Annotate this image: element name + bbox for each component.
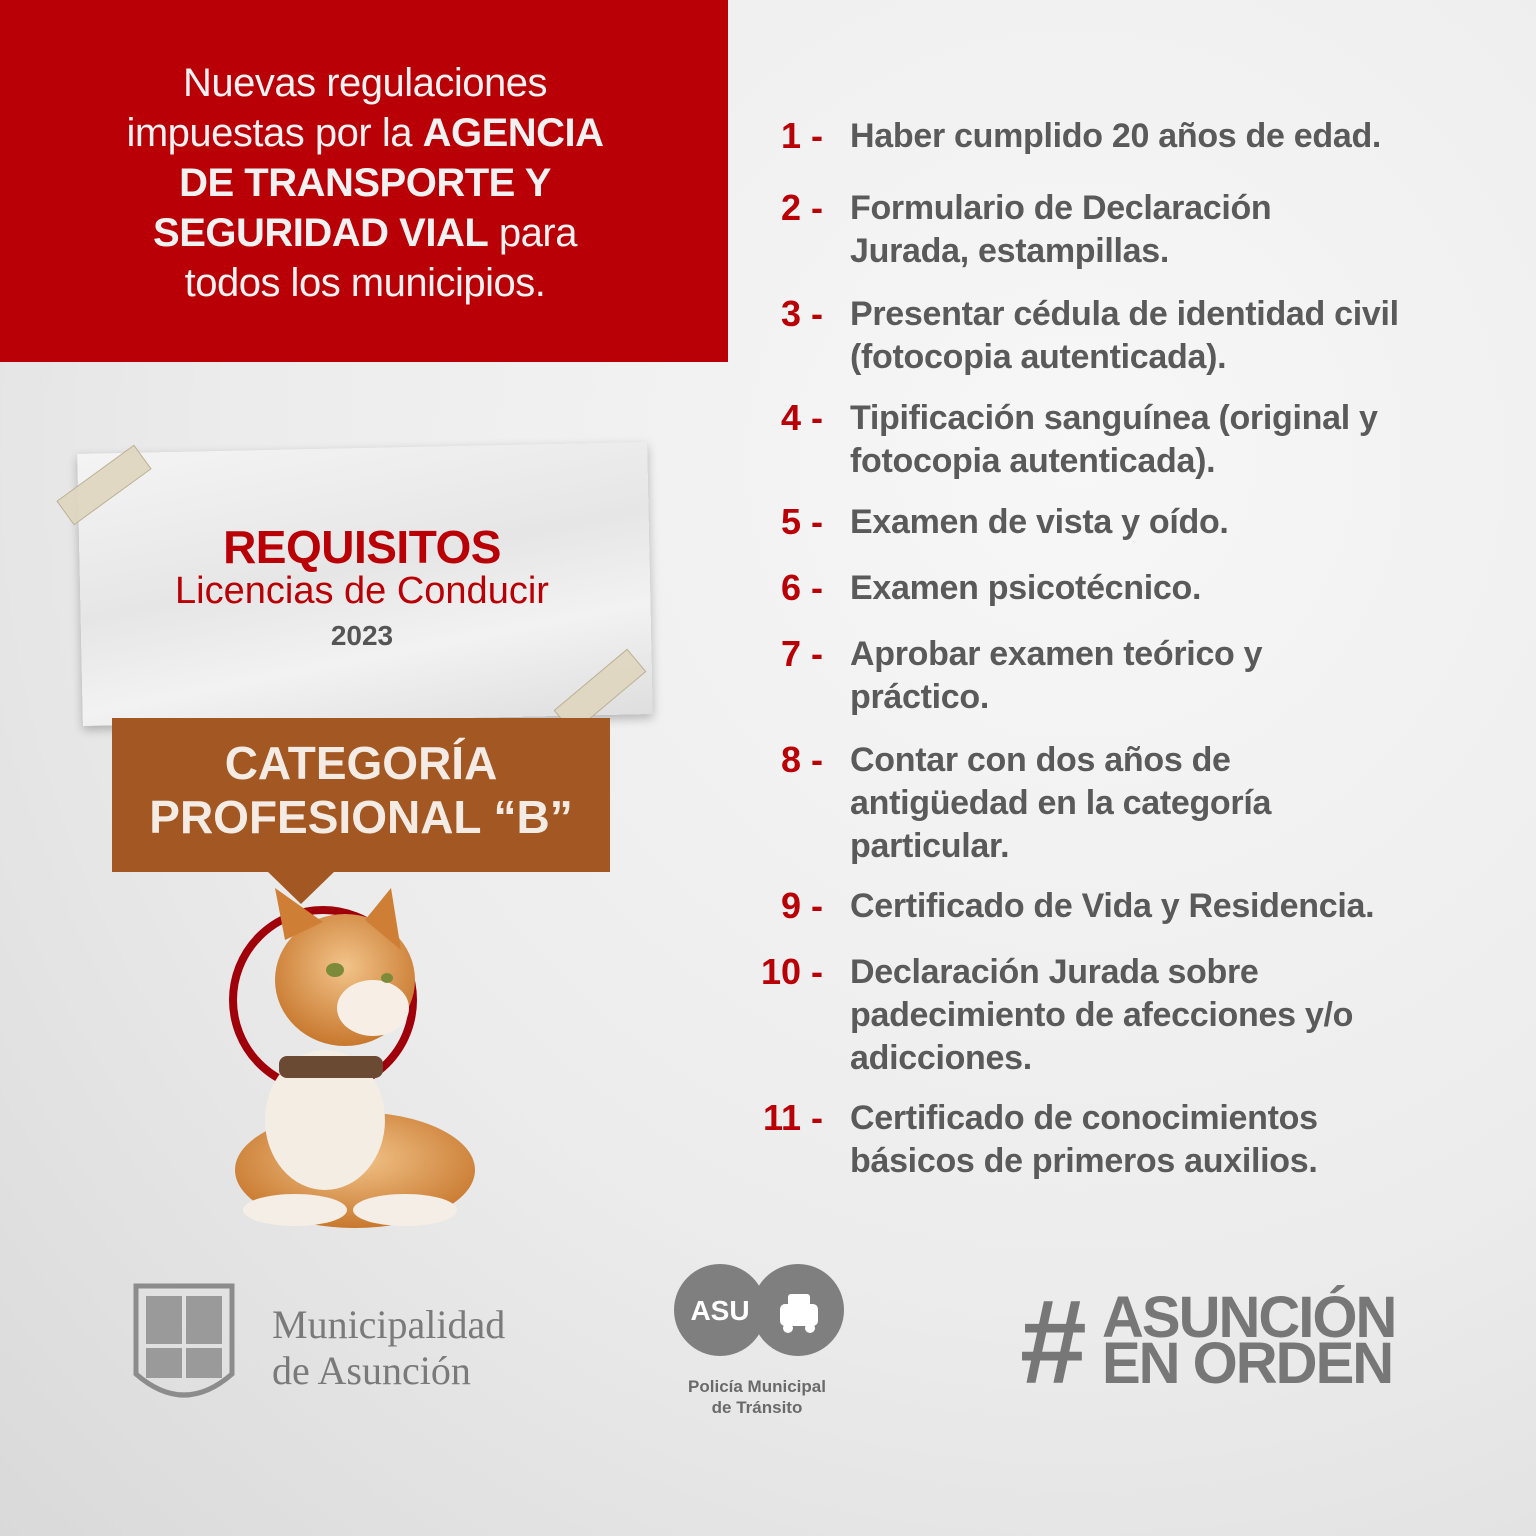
item-number: 6 - [780, 567, 823, 608]
cat-paw-left [243, 1194, 347, 1226]
header-line-4 [40, 208, 690, 258]
item-text: Tipificación sanguínea (original y fotocopia autenticada). [850, 399, 1378, 480]
category-line-2: PROFESIONAL “B” [149, 791, 573, 843]
municipality-line-1: Municipalidad [272, 1302, 506, 1347]
item-text: Certificado de conocimientos básicos de primeros auxilios. [850, 1099, 1318, 1180]
cat-eye [326, 963, 344, 977]
hashtag-line-1: ASUNCIÓN [1102, 1285, 1396, 1350]
item-number: 5 - [780, 501, 823, 542]
item-text: Formulario de Declaración Jurada, estampillas. [850, 189, 1272, 270]
cat-paw-right [353, 1194, 457, 1226]
municipality-name [272, 1302, 505, 1394]
header-line-4-post: para [488, 211, 577, 255]
item-text: Certificado de Vida y Residencia. [850, 887, 1375, 925]
note-year: 2023 [330, 620, 394, 651]
item-text: Examen psicotécnico. [850, 569, 1202, 607]
cat-illustration [205, 880, 525, 1240]
hashtag-symbol: # [1020, 1275, 1085, 1409]
item-number: 11 - [762, 1097, 823, 1138]
note-title: REQUISITOS [223, 521, 501, 573]
item-text: Haber cumplido 20 años de edad. [850, 117, 1382, 155]
item-text: Presentar cédula de identidad civil (fotocopia autenticada). [850, 295, 1399, 376]
asu-badge-text: ASU [690, 1295, 750, 1326]
item-text: Declaración Jurada sobre padecimiento de afecciones y/o adicciones. [850, 953, 1354, 1077]
header-line-2 [40, 108, 690, 158]
police-label [650, 1376, 864, 1418]
item-text: Aprobar examen teórico y práctico. [850, 635, 1263, 716]
header-line-5: todos los municipios. [184, 261, 546, 305]
hashtag-line-2: EN ORDEN [1102, 1331, 1393, 1396]
item-number: 10 - [760, 951, 823, 992]
header-text [40, 58, 690, 308]
category-line-1: CATEGORÍA [224, 737, 498, 789]
municipality-line-2: de Asunción [272, 1348, 471, 1393]
item-number: 4 - [780, 397, 823, 438]
header-line-1: Nuevas regulaciones [182, 61, 548, 105]
cat-eye-2 [381, 973, 393, 983]
item-text: Examen de vista y oído. [850, 503, 1229, 541]
category-text [112, 736, 610, 844]
cat-collar [279, 1056, 383, 1078]
item-number: 1 - [780, 115, 823, 156]
header-line-4-bold: SEGURIDAD VIAL [153, 211, 489, 255]
header-line-3-bold: DE TRANSPORTE Y [179, 161, 551, 205]
police-line-2: de Tránsito [711, 1398, 803, 1417]
item-text: Contar con dos años de antigüedad en la categoría particular. [850, 741, 1272, 865]
header-line-3 [40, 158, 690, 208]
police-line-1: Policía Municipal [688, 1377, 826, 1396]
item-number: 2 - [780, 187, 823, 228]
item-number: 7 - [780, 633, 823, 674]
header-line-2-bold: AGENCIA [422, 111, 604, 155]
note-subtitle: Licencias de Conducir [175, 570, 549, 612]
header-line-2-pre: impuestas por la [126, 111, 423, 155]
cat-muzzle [337, 980, 409, 1036]
item-number: 8 - [780, 739, 823, 780]
item-number: 3 - [780, 293, 823, 334]
item-number: 9 - [780, 885, 823, 926]
